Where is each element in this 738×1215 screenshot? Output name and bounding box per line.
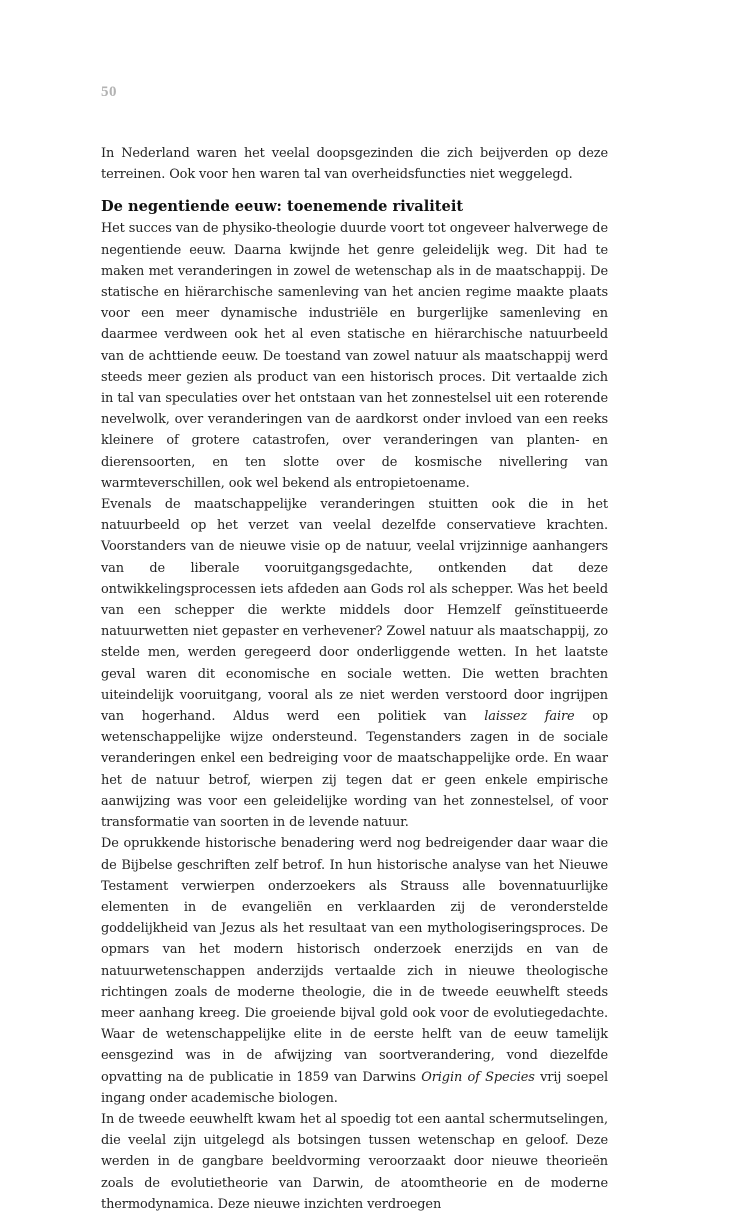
page-number: 50 (101, 84, 117, 100)
body-text (101, 143, 608, 1215)
intro-paragraph: In Nederland waren het veelal doopsgezinden die zich beijverden op deze terreinen. Ook voor hen waren tal van overheidsfuncties niet weggelegd. (101, 146, 608, 183)
paragraph-1: Het succes van de physiko-theologie duurde voort tot ongeveer halverwege de negentiende eeuw. Daarna kwijnde het genre geleidelijk weg. Dit had te maken met veranderingen in zowel de wetenschap als in de maatschappij. De statische en hiërarchische samenleving van het ancien regime maakte plaats voor een meer dynamische industriële en burgerlijke samenleving en daarmee verdween ook het al even statische en hiërarchische natuurbeeld van de achttiende eeuw. De toestand van zowel natuur als maatschappij werd steeds meer gezien als product van een historisch proces. Dit vertaalde zich in tal van speculaties over het ontstaan van het zonnestelsel uit een roterende nevelwolk, over veranderingen van de aardkorst onder invloed van een reeks kleinere of grotere catastrofen, over veranderingen van planten- en dierensoorten, en ten slotte over de kosmische nivellering van warmteverschillen, ook wel bekend als entropietoename. (101, 221, 608, 491)
paragraph-3-italic: Origin of Species (421, 1069, 535, 1085)
paragraph-2 (101, 494, 608, 833)
paragraph-3-part-a: De oprukkende historische benadering werd nog bedreigender daar waar die de Bijbelse geschriften zelf betrof. In hun historische analyse van het Nieuwe Testament verwierpen onderzoekers als Strauss alle bovennatuurlijke elementen in de evangeliën en verklaarden zij de veronderstelde goddelijkheid van Jezus als het resultaat van een mythologiseringsproces. De opmars van het modern historisch onderzoek enerzijds en van de natuurwetenschappen anderzijds vertaalde zich in nieuwe theologische richtingen zoals de moderne theologie, die in de tweede eeuwhelft steeds meer aanhang kreeg. Die groeiende bijval gold ook voor de evolutiegedachte. Waar de wetenschappelijke elite in de eerste helft van de eeuw tamelijk eensgezind was in de afwijzing van soortverandering, vond diezelfde opvatting na de publicatie in 1859 van Darwins (101, 836, 608, 1085)
section-heading: De negentiende eeuw: toenemende rivaliteit (101, 198, 464, 216)
paragraph-2-part-b: op wetenschappelijke wijze ondersteund. Tegenstanders zagen in de sociale veranderingen enkel een bedreiging voor de maatschappelijke orde. En waar het de natuur betrof, wierpen zij tegen dat er geen enkele empirische aanwijzing was voor een geleidelijke wording van het zonnestelsel, of voor transformatie van soorten in de levende natuur. (101, 709, 609, 831)
paragraph-3-part-b: vrij soepel ingang onder academische biologen. (101, 1069, 608, 1106)
paragraph-2-italic: laissez faire (484, 709, 575, 725)
paragraph-2-part-a: Evenals de maatschappelijke veranderingen stuitten ook die in het natuurbeeld op het verzet van veelal dezelfde conservatieve krachten. Voorstanders van de nieuwe visie op de natuur, veelal vrijzinnige aanhangers van de liberale vooruitgangsgedachte, ontkenden dat deze ontwikkelingsprocessen iets afdeden aan Gods rol als schepper. Was het beeld van een schepper die werkte middels door Hemzelf geïnstitueerde natuurwetten niet gepaster en verhevener? Zowel natuur als maatschappij, zo stelde men, werden geregeerd door onderliggende wetten. In het laatste geval waren dit economische en sociale wetten. Die wetten brachten uiteindelijk vooruitgang, vooral als ze niet werden verstoord door ingrijpen van hogerhand. Aldus werd een politiek van (101, 497, 608, 725)
paragraph-4: In de tweede eeuwhelft kwam het al spoedig tot een aantal schermutselingen, die veelal zijn uitgelegd als botsingen tussen wetenschap en geloof. Deze werden in de gangbare beeldvorming veroorzaakt door nieuwe theorieën zoals de evolutietheorie van Darwin, de atoomtheorie en de moderne thermodynamica. Deze nieuwe inzichten verdroegen (101, 1111, 608, 1212)
